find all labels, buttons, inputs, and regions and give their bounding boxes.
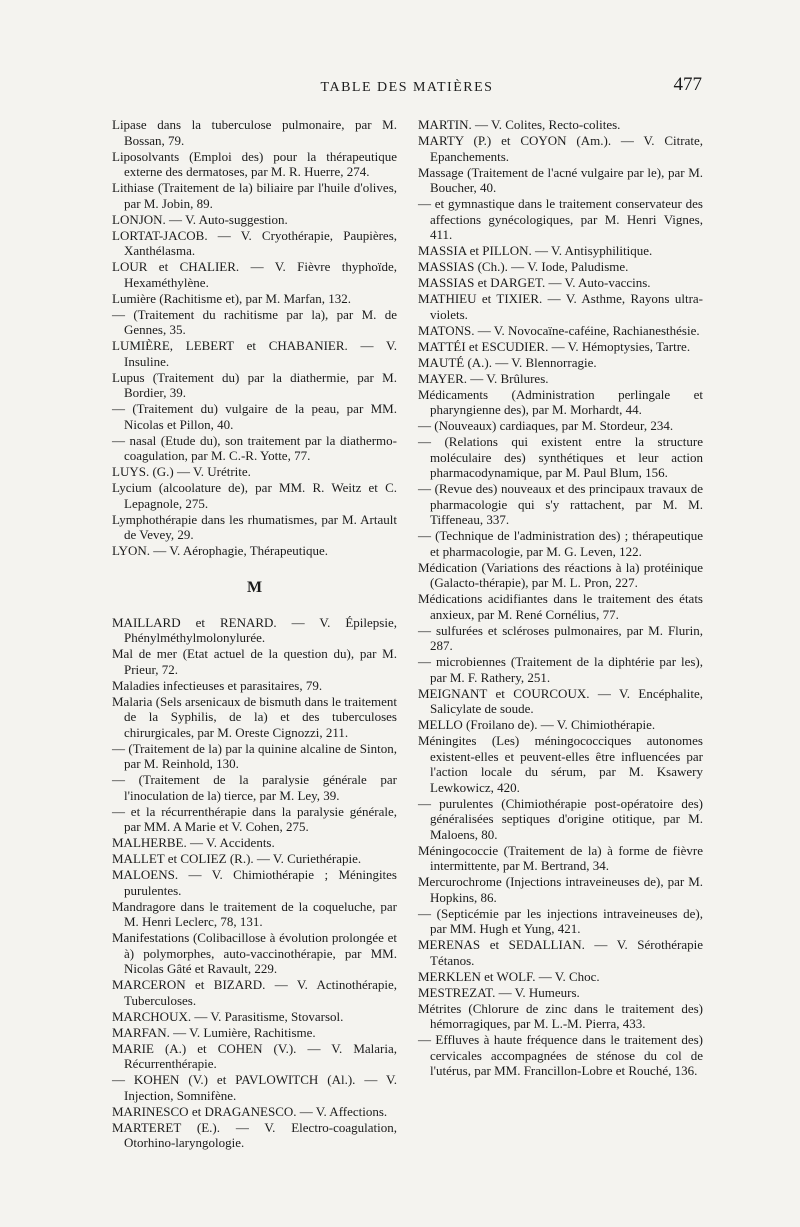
index-entry: — sulfurées et scléroses pulmonaires, par M. Flurin, 287. [418, 622, 703, 653]
index-entry: LONJON. — V. Auto-suggestion. [112, 211, 288, 227]
left-column [112, 117, 397, 1151]
index-entry: LOUR et CHALIER. — V. Fièvre thyphoïde, Hexaméthylène. [112, 259, 397, 290]
index-entry: MELLO (Froilano de). — V. Chimiothérapie. [418, 717, 656, 732]
index-entry: — KOHEN (V.) et PAVLOWITCH (Al.). — V. Injection, Somnifène. [112, 1072, 397, 1103]
index-entry: MARINESCO et DRAGANESCO. — V. Affections. [112, 1103, 388, 1119]
index-entry: Lipase dans la tuberculose pulmonaire, par M. Bossan, 79. [112, 117, 397, 148]
index-entry: Lumière (Rachitisme et), par M. Marfan, 132. [112, 290, 351, 306]
index-entry: — (Septicémie par les injections intraveineuses de), par MM. Hugh et Yung, 421. [418, 905, 703, 936]
index-entry: LUYS. (G.) — V. Urétrite. [112, 464, 251, 479]
index-entry: LYON. — V. Aérophagie, Thérapeutique. [112, 543, 329, 558]
index-entry: MAUTÉ (A.). — V. Blennorragie. [418, 354, 597, 370]
running-title: TABLE DES MATIÈRES [320, 80, 494, 95]
entries-l [112, 117, 397, 559]
entries-m [112, 615, 397, 1151]
index-entry: Lycium (alcoolature de), par MM. R. Weitz et C. Lepagnole, 275. [112, 480, 397, 511]
right-column [418, 117, 703, 1079]
index-entry: MATTÉI et ESCUDIER. — V. Hémoptysies, Tartre. [418, 338, 691, 354]
index-entry: MALHERBE. — V. Accidents. [112, 835, 275, 850]
index-entry: MERENAS et SEDALLIAN. — V. Sérothérapie Tétanos. [418, 937, 703, 968]
index-entry: — Effluves à haute fréquence dans le traitement des) cervicales accompagnées de sténose du col de l'utérus, par MM. Francillon-Lobre et Rouché, 136. [418, 1032, 703, 1078]
index-entry: MARCERON et BIZARD. — V. Actinothérapie, Tuberculoses. [112, 977, 397, 1008]
index-entry: Méningococcie (Traitement de la) à forme de fièvre intermittente, par M. Bertrand, 34. [418, 842, 703, 873]
index-entry: MERKLEN et WOLF. — V. Choc. [418, 968, 600, 984]
index-entry: — (Traitement du) vulgaire de la peau, par MM. Nicolas et Pillon, 40. [112, 401, 397, 432]
index-entry: LUMIÈRE, LEBERT et CHABANIER. — V. Insuline. [112, 338, 397, 369]
index-entry: MARTIN. — V. Colites, Recto-colites. [418, 117, 621, 132]
index-entry: — (Revue des) nouveaux et des principaux travaux de pharmacologie qui s'y rattachent, par M. M. Tiffeneau, 337. [418, 481, 703, 527]
index-entry: Méningites (Les) méningococciques autonomes existent-elles et peuvent-elles être influencées par l'action locale du sérum, par M. Ksawery Lewkowicz, 420. [418, 733, 703, 795]
index-entry: Lupus (Traitement du) par la diathermie, par M. Bordier, 39. [112, 369, 397, 400]
section-letter-m: M [246, 578, 263, 596]
index-entry: Médicaments (Administration perlingale et pharyngienne des), par M. Morhardt, 44. [418, 386, 703, 417]
index-entry: Malaria (Sels arsenicaux de bismuth dans le traitement de la Syphilis, de la) et des tuberculoses chirurgicales, par M. Oreste Cignozzi, 211. [112, 693, 397, 740]
index-entry: Mandragore dans le traitement de la coqueluche, par M. Henri Leclerc, 78, 131. [112, 898, 397, 929]
index-entry: — (Nouveaux) cardiaques, par M. Stordeur, 234. [418, 418, 674, 433]
index-entry: — (Traitement de la paralysie générale par l'inoculation de la) tierce, par M. Ley, 39. [112, 772, 397, 803]
index-entry: — microbiennes (Traitement de la diphtérie par les), par M. F. Rathery, 251. [418, 654, 703, 685]
index-entry: Manifestations (Colibacillose à évolution prolongée et à) polymorphes, auto-vaccinothérapie, par MM. Nicolas Gâté et Ravault, 229. [112, 930, 397, 976]
index-entry: MARIE (A.) et COHEN (V.). — V. Malaria, Récurrenthérapie. [112, 1040, 397, 1071]
page-number: 477 [673, 74, 702, 95]
index-entry: — (Relations qui existent entre la structure moléculaire des) synthétiques et leur action pharmacodynamique, par M. Paul Blum, 156. [418, 434, 703, 480]
index-entry: MASSIAS et DARGET. — V. Auto-vaccins. [418, 275, 651, 290]
index-entry: Lithiase (Traitement de la) biliaire par l'huile d'olives, par M. Jobin, 89. [112, 180, 397, 211]
index-entry: Métrites (Chlorure de zinc dans le traitement des) hémorragiques, par M. L.-M. Pierra, 433. [418, 1000, 703, 1031]
index-entry: MALLET et COLIEZ (R.). — V. Curiethérapie. [112, 851, 362, 866]
index-entry: MARFAN. — V. Lumière, Rachitisme. [112, 1024, 316, 1040]
index-entry: Médication (Variations des réactions à la) protéinique (Galacto-thérapie), par M. L. Pron, 227. [418, 559, 703, 590]
index-entry: MATONS. — V. Novocaïne-caféine, Rachianesthésie. [418, 322, 700, 338]
index-entry: Mercurochrome (Injections intraveineuses de), par M. Hopkins, 86. [418, 874, 703, 905]
index-entry: — purulentes (Chimiothérapie post-opératoire des) généralisées septiques d'origine otitique, par M. Maloens, 80. [418, 795, 703, 842]
index-entry: MAYER. — V. Brûlures. [418, 370, 549, 386]
index-entry: Liposolvants (Emploi des) pour la thérapeutique externe des dermatoses, par M. R. Huerre, 274. [112, 148, 397, 179]
index-entry: MESTREZAT. — V. Humeurs. [418, 984, 580, 1000]
index-entry: MARCHOUX. — V. Parasitisme, Stovarsol. [112, 1008, 344, 1024]
index-entry: MARTERET (E.). — V. Electro-coagulation, Otorhino-laryngologie. [112, 1119, 397, 1150]
index-entry: MAILLARD et RENARD. — V. Épilepsie, Phénylméthylmolonylurée. [112, 614, 397, 645]
index-entry: — et gymnastique dans le traitement conservateur des affections gynécologiques, par M. Henri Vignes, 411. [418, 196, 703, 242]
index-entry: — nasal (Etude du), son traitement par la diathermo-coagulation, par M. C.-R. Yotte, 77. [112, 432, 397, 463]
index-entry: Maladies infectieuses et parasitaires, 79. [112, 677, 323, 693]
index-entry: — (Traitement du rachitisme par la), par M. de Gennes, 35. [112, 306, 397, 337]
index-entry: Médications acidifiantes dans le traitement des états anxieux, par M. René Cornélius, 77. [418, 591, 703, 622]
index-entry: — et la récurrenthérapie dans la paralysie générale, par MM. A Marie et V. Cohen, 275. [112, 803, 397, 834]
index-entry: MALOENS. — V. Chimiothérapie ; Méningites purulentes. [112, 867, 397, 898]
index-entry: Lymphothérapie dans les rhumatismes, par M. Artault de Vevey, 29. [112, 511, 397, 542]
index-entry: MASSIAS (Ch.). — V. Iode, Paludisme. [418, 259, 629, 274]
index-entry: Massage (Traitement de l'acné vulgaire par le), par M. Boucher, 40. [418, 164, 703, 195]
index-entry: MARTY (P.) et COYON (Am.). — V. Citrate, Epanchements. [418, 133, 703, 164]
index-entry: MASSIA et PILLON. — V. Antisyphilitique. [418, 243, 653, 258]
entries-m-continued [418, 117, 703, 1079]
index-entry: MATHIEU et TIXIER. — V. Asthme, Rayons ultra-violets. [418, 291, 703, 322]
index-entry: MEIGNANT et COURCOUX. — V. Encéphalite, Salicylate de soude. [418, 685, 703, 716]
index-entry: — (Technique de l'administration des) ; thérapeutique et pharmacologie, par M. G. Leven, 122. [418, 528, 703, 559]
page-header [112, 74, 702, 104]
index-entry: Mal de mer (Etat actuel de la question du), par M. Prieur, 72. [112, 646, 397, 677]
index-entry: LORTAT-JACOB. — V. Cryothérapie, Paupières, Xanthélasma. [112, 227, 397, 258]
index-entry: — (Traitement de la) par la quinine alcaline de Sinton, par M. Reinhold, 130. [112, 740, 397, 771]
